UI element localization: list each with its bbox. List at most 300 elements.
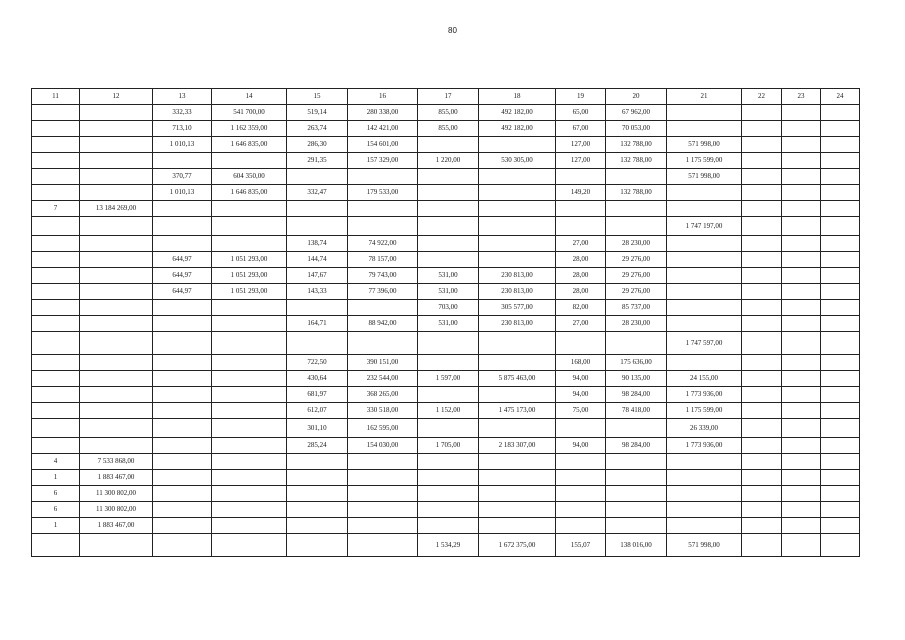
table-cell — [153, 300, 212, 316]
table-row — [32, 470, 860, 486]
table-cell — [153, 438, 212, 454]
table-cell — [80, 268, 153, 284]
table-cell — [32, 185, 80, 201]
table-row — [32, 316, 860, 332]
table-cell — [153, 371, 212, 387]
table-cell: 4 — [32, 454, 80, 470]
table-cell — [742, 105, 782, 121]
table-cell: 6 — [32, 486, 80, 502]
table-cell — [348, 454, 418, 470]
table-cell: 88 942,00 — [348, 316, 418, 332]
table-cell — [212, 454, 287, 470]
table-cell — [80, 236, 153, 252]
table-cell: 1 672 375,00 — [479, 534, 556, 557]
table-cell: 155,07 — [556, 534, 606, 557]
table-row — [32, 534, 860, 557]
table-cell — [742, 470, 782, 486]
table-cell: 29 276,00 — [606, 268, 667, 284]
table-cell: 1 010,13 — [153, 185, 212, 201]
table-cell — [32, 387, 80, 403]
table-cell — [153, 217, 212, 236]
table-cell — [479, 454, 556, 470]
table-cell — [821, 438, 860, 454]
table-cell — [212, 332, 287, 355]
table-cell: 154 601,00 — [348, 137, 418, 153]
table-cell — [821, 137, 860, 153]
table-cell: 1 — [32, 470, 80, 486]
table-cell — [32, 438, 80, 454]
table-cell — [782, 105, 821, 121]
table-cell — [821, 419, 860, 438]
table-cell — [821, 185, 860, 201]
table-cell — [287, 217, 348, 236]
table-cell: 132 788,00 — [606, 185, 667, 201]
table-cell — [782, 268, 821, 284]
column-header: 15 — [287, 89, 348, 105]
table-cell: 94,00 — [556, 438, 606, 454]
table-cell — [153, 153, 212, 169]
table-cell — [153, 355, 212, 371]
table-row — [32, 169, 860, 185]
column-header: 13 — [153, 89, 212, 105]
table-cell — [153, 486, 212, 502]
table-row — [32, 300, 860, 316]
table-row — [32, 268, 860, 284]
table-cell: 179 533,00 — [348, 185, 418, 201]
table-row — [32, 217, 860, 236]
table-header-row — [32, 89, 860, 105]
table-cell — [782, 332, 821, 355]
table-cell: 142 421,00 — [348, 121, 418, 137]
table-cell — [556, 502, 606, 518]
table-cell — [212, 201, 287, 217]
table-cell — [606, 502, 667, 518]
table-cell: 286,30 — [287, 137, 348, 153]
table-cell: 28,00 — [556, 284, 606, 300]
table-cell — [418, 137, 479, 153]
column-header: 18 — [479, 89, 556, 105]
table-cell — [821, 153, 860, 169]
table-cell — [287, 502, 348, 518]
table-cell — [348, 217, 418, 236]
table-cell — [287, 300, 348, 316]
table-cell — [32, 105, 80, 121]
table-cell: 29 276,00 — [606, 252, 667, 268]
table-cell — [742, 284, 782, 300]
table-cell: 644,97 — [153, 268, 212, 284]
table-cell — [479, 419, 556, 438]
table-cell — [479, 355, 556, 371]
table-cell — [479, 252, 556, 268]
table-cell: 94,00 — [556, 387, 606, 403]
table-cell: 519,14 — [287, 105, 348, 121]
table-cell — [782, 316, 821, 332]
table-cell — [667, 236, 742, 252]
table-cell — [153, 201, 212, 217]
table-cell — [606, 470, 667, 486]
table-cell: 305 577,00 — [479, 300, 556, 316]
table-cell — [782, 454, 821, 470]
table-cell — [212, 355, 287, 371]
table-cell — [80, 137, 153, 153]
table-cell: 541 700,00 — [212, 105, 287, 121]
table-cell: 11 300 802,00 — [80, 502, 153, 518]
table-cell — [667, 454, 742, 470]
table-cell — [606, 454, 667, 470]
table-cell — [80, 169, 153, 185]
table-cell — [348, 502, 418, 518]
table-cell — [80, 316, 153, 332]
table-cell: 571 998,00 — [667, 169, 742, 185]
table-cell — [212, 470, 287, 486]
table-cell — [418, 419, 479, 438]
column-header: 12 — [80, 89, 153, 105]
table-cell: 1 220,00 — [418, 153, 479, 169]
table-cell — [556, 470, 606, 486]
table-cell — [821, 332, 860, 355]
table-cell: 571 998,00 — [667, 534, 742, 557]
table-cell: 1 010,13 — [153, 137, 212, 153]
table-cell: 13 184 269,00 — [80, 201, 153, 217]
table-cell — [287, 470, 348, 486]
table-row — [32, 137, 860, 153]
table-cell — [742, 236, 782, 252]
table-cell: 703,00 — [418, 300, 479, 316]
table-cell — [782, 121, 821, 137]
table-cell: 85 737,00 — [606, 300, 667, 316]
table-cell: 1 883 467,00 — [80, 470, 153, 486]
table-cell: 11 300 802,00 — [80, 486, 153, 502]
table-cell — [479, 518, 556, 534]
table-cell: 98 284,00 — [606, 438, 667, 454]
table-cell — [821, 268, 860, 284]
table-row — [32, 371, 860, 387]
table-cell — [821, 387, 860, 403]
table-cell — [418, 332, 479, 355]
table-cell — [32, 268, 80, 284]
table-cell — [479, 185, 556, 201]
table-cell — [32, 403, 80, 419]
table-cell — [479, 332, 556, 355]
table-cell: 149,20 — [556, 185, 606, 201]
table-cell — [742, 201, 782, 217]
table-cell — [80, 252, 153, 268]
table-cell — [821, 371, 860, 387]
table-cell — [80, 332, 153, 355]
table-cell — [80, 355, 153, 371]
table-cell — [287, 454, 348, 470]
table-cell — [821, 534, 860, 557]
table-cell — [821, 355, 860, 371]
table-cell: 492 182,00 — [479, 121, 556, 137]
table-cell — [606, 217, 667, 236]
table-cell: 612,07 — [287, 403, 348, 419]
table-cell: 29 276,00 — [606, 284, 667, 300]
table-cell — [782, 236, 821, 252]
table-cell — [782, 355, 821, 371]
table-row — [32, 454, 860, 470]
table-cell — [667, 105, 742, 121]
table-cell: 855,00 — [418, 121, 479, 137]
table-cell — [212, 236, 287, 252]
table-cell — [153, 236, 212, 252]
table-cell — [742, 137, 782, 153]
table-cell — [32, 137, 80, 153]
table-cell — [348, 332, 418, 355]
table-cell: 1 747 597,00 — [667, 332, 742, 355]
table-cell — [80, 534, 153, 557]
table-cell: 157 329,00 — [348, 153, 418, 169]
table-cell — [782, 403, 821, 419]
table-cell: 390 151,00 — [348, 355, 418, 371]
table-cell: 1 773 936,00 — [667, 438, 742, 454]
table-cell: 82,00 — [556, 300, 606, 316]
table-row — [32, 332, 860, 355]
table-cell — [742, 419, 782, 438]
table-cell — [556, 201, 606, 217]
column-header: 11 — [32, 89, 80, 105]
table-cell — [667, 470, 742, 486]
table-cell — [479, 236, 556, 252]
table-cell — [348, 169, 418, 185]
table-cell — [153, 534, 212, 557]
table-cell — [742, 316, 782, 332]
table-cell — [556, 454, 606, 470]
table-cell — [667, 268, 742, 284]
table-cell — [153, 419, 212, 438]
table-cell — [212, 153, 287, 169]
table-cell: 77 396,00 — [348, 284, 418, 300]
table-cell: 175 636,00 — [606, 355, 667, 371]
table-cell: 330 518,00 — [348, 403, 418, 419]
table-cell: 1 051 293,00 — [212, 284, 287, 300]
table-cell — [153, 470, 212, 486]
table-cell — [556, 332, 606, 355]
table-cell — [667, 355, 742, 371]
table-cell — [742, 438, 782, 454]
table-cell — [212, 518, 287, 534]
table-cell: 154 030,00 — [348, 438, 418, 454]
table-cell: 138,74 — [287, 236, 348, 252]
table-cell: 604 350,00 — [212, 169, 287, 185]
table-cell — [418, 185, 479, 201]
table-cell: 263,74 — [287, 121, 348, 137]
table-cell — [667, 201, 742, 217]
table-cell — [556, 217, 606, 236]
table-cell: 571 998,00 — [667, 137, 742, 153]
table-cell — [821, 169, 860, 185]
table-cell — [32, 252, 80, 268]
table-cell — [479, 169, 556, 185]
table-cell — [782, 438, 821, 454]
table-cell: 370,77 — [153, 169, 212, 185]
table-cell: 7 533 868,00 — [80, 454, 153, 470]
table-row — [32, 502, 860, 518]
table-cell: 531,00 — [418, 316, 479, 332]
table-cell — [821, 252, 860, 268]
table-cell — [782, 169, 821, 185]
table-cell — [80, 387, 153, 403]
table-row — [32, 105, 860, 121]
table-cell — [32, 284, 80, 300]
table-cell — [418, 486, 479, 502]
table-cell: 332,33 — [153, 105, 212, 121]
table-cell — [287, 201, 348, 217]
table-cell: 1 475 173,00 — [479, 403, 556, 419]
table-cell — [782, 419, 821, 438]
table-cell: 230 813,00 — [479, 268, 556, 284]
table-cell — [287, 534, 348, 557]
table-cell: 24 155,00 — [667, 371, 742, 387]
table-cell: 67,00 — [556, 121, 606, 137]
table-cell: 1 — [32, 518, 80, 534]
table-cell — [153, 387, 212, 403]
table-cell — [153, 332, 212, 355]
table-row — [32, 121, 860, 137]
table-cell — [782, 387, 821, 403]
table-row — [32, 153, 860, 169]
table-cell — [348, 300, 418, 316]
table-cell — [742, 332, 782, 355]
table-cell — [782, 502, 821, 518]
table-cell — [821, 486, 860, 502]
table-cell — [418, 236, 479, 252]
table-cell — [742, 169, 782, 185]
table-cell: 143,33 — [287, 284, 348, 300]
column-header: 22 — [742, 89, 782, 105]
table-cell: 162 595,00 — [348, 419, 418, 438]
table-cell — [80, 153, 153, 169]
table-cell — [212, 300, 287, 316]
table-cell — [80, 438, 153, 454]
table-cell — [153, 454, 212, 470]
table-cell — [287, 518, 348, 534]
column-header: 20 — [606, 89, 667, 105]
table-cell: 530 305,00 — [479, 153, 556, 169]
table-cell: 74 922,00 — [348, 236, 418, 252]
table-cell: 1 051 293,00 — [212, 268, 287, 284]
table-row — [32, 486, 860, 502]
table-row — [32, 201, 860, 217]
table-cell: 1 883 467,00 — [80, 518, 153, 534]
table-cell — [80, 419, 153, 438]
table-cell — [348, 518, 418, 534]
table-cell — [287, 169, 348, 185]
table-cell — [667, 316, 742, 332]
table-cell: 98 284,00 — [606, 387, 667, 403]
table-cell — [742, 252, 782, 268]
column-header: 21 — [667, 89, 742, 105]
table-cell: 127,00 — [556, 153, 606, 169]
table-cell — [212, 534, 287, 557]
table-cell: 5 875 463,00 — [479, 371, 556, 387]
table-row — [32, 518, 860, 534]
table-cell — [742, 454, 782, 470]
table-cell — [212, 387, 287, 403]
table-cell: 6 — [32, 502, 80, 518]
table-cell — [606, 332, 667, 355]
table-cell — [782, 371, 821, 387]
data-table-container — [31, 88, 860, 557]
table-cell — [556, 169, 606, 185]
table-cell — [606, 201, 667, 217]
page-number: 80 — [448, 26, 457, 35]
table-cell: 27,00 — [556, 316, 606, 332]
table-cell — [479, 217, 556, 236]
table-row — [32, 387, 860, 403]
table-cell: 78 157,00 — [348, 252, 418, 268]
table-cell: 1 175 599,00 — [667, 403, 742, 419]
table-cell — [556, 419, 606, 438]
column-header: 14 — [212, 89, 287, 105]
table-cell — [821, 502, 860, 518]
table-cell — [742, 217, 782, 236]
table-cell: 168,00 — [556, 355, 606, 371]
table-cell: 75,00 — [556, 403, 606, 419]
table-cell — [742, 387, 782, 403]
table-cell — [418, 387, 479, 403]
table-cell — [782, 217, 821, 236]
column-header: 19 — [556, 89, 606, 105]
table-cell — [153, 518, 212, 534]
table-row — [32, 252, 860, 268]
table-cell — [80, 403, 153, 419]
table-cell — [418, 217, 479, 236]
table-cell — [742, 486, 782, 502]
table-cell: 1 534,29 — [418, 534, 479, 557]
table-cell — [418, 169, 479, 185]
table-cell — [212, 217, 287, 236]
table-cell: 28 230,00 — [606, 316, 667, 332]
table-cell — [821, 316, 860, 332]
table-cell: 1 705,00 — [418, 438, 479, 454]
table-cell: 28,00 — [556, 268, 606, 284]
table-cell: 78 418,00 — [606, 403, 667, 419]
table-cell: 681,97 — [287, 387, 348, 403]
table-cell — [667, 300, 742, 316]
table-cell — [821, 518, 860, 534]
table-cell: 138 016,00 — [606, 534, 667, 557]
table-cell — [287, 332, 348, 355]
table-cell — [32, 355, 80, 371]
table-cell — [782, 486, 821, 502]
table-row — [32, 355, 860, 371]
table-cell: 291,35 — [287, 153, 348, 169]
table-cell — [782, 185, 821, 201]
table-cell — [742, 153, 782, 169]
table-cell — [32, 371, 80, 387]
table-cell: 855,00 — [418, 105, 479, 121]
table-cell — [606, 419, 667, 438]
table-cell — [821, 403, 860, 419]
table-cell: 230 813,00 — [479, 284, 556, 300]
table-cell: 430,64 — [287, 371, 348, 387]
data-table — [31, 88, 860, 557]
table-cell — [782, 137, 821, 153]
column-header: 17 — [418, 89, 479, 105]
table-cell — [742, 185, 782, 201]
table-row — [32, 419, 860, 438]
table-cell: 94,00 — [556, 371, 606, 387]
table-cell: 132 788,00 — [606, 137, 667, 153]
table-cell — [32, 169, 80, 185]
table-cell — [32, 153, 80, 169]
table-cell — [80, 121, 153, 137]
column-header: 23 — [782, 89, 821, 105]
table-cell — [606, 486, 667, 502]
table-cell — [821, 201, 860, 217]
table-cell — [32, 419, 80, 438]
